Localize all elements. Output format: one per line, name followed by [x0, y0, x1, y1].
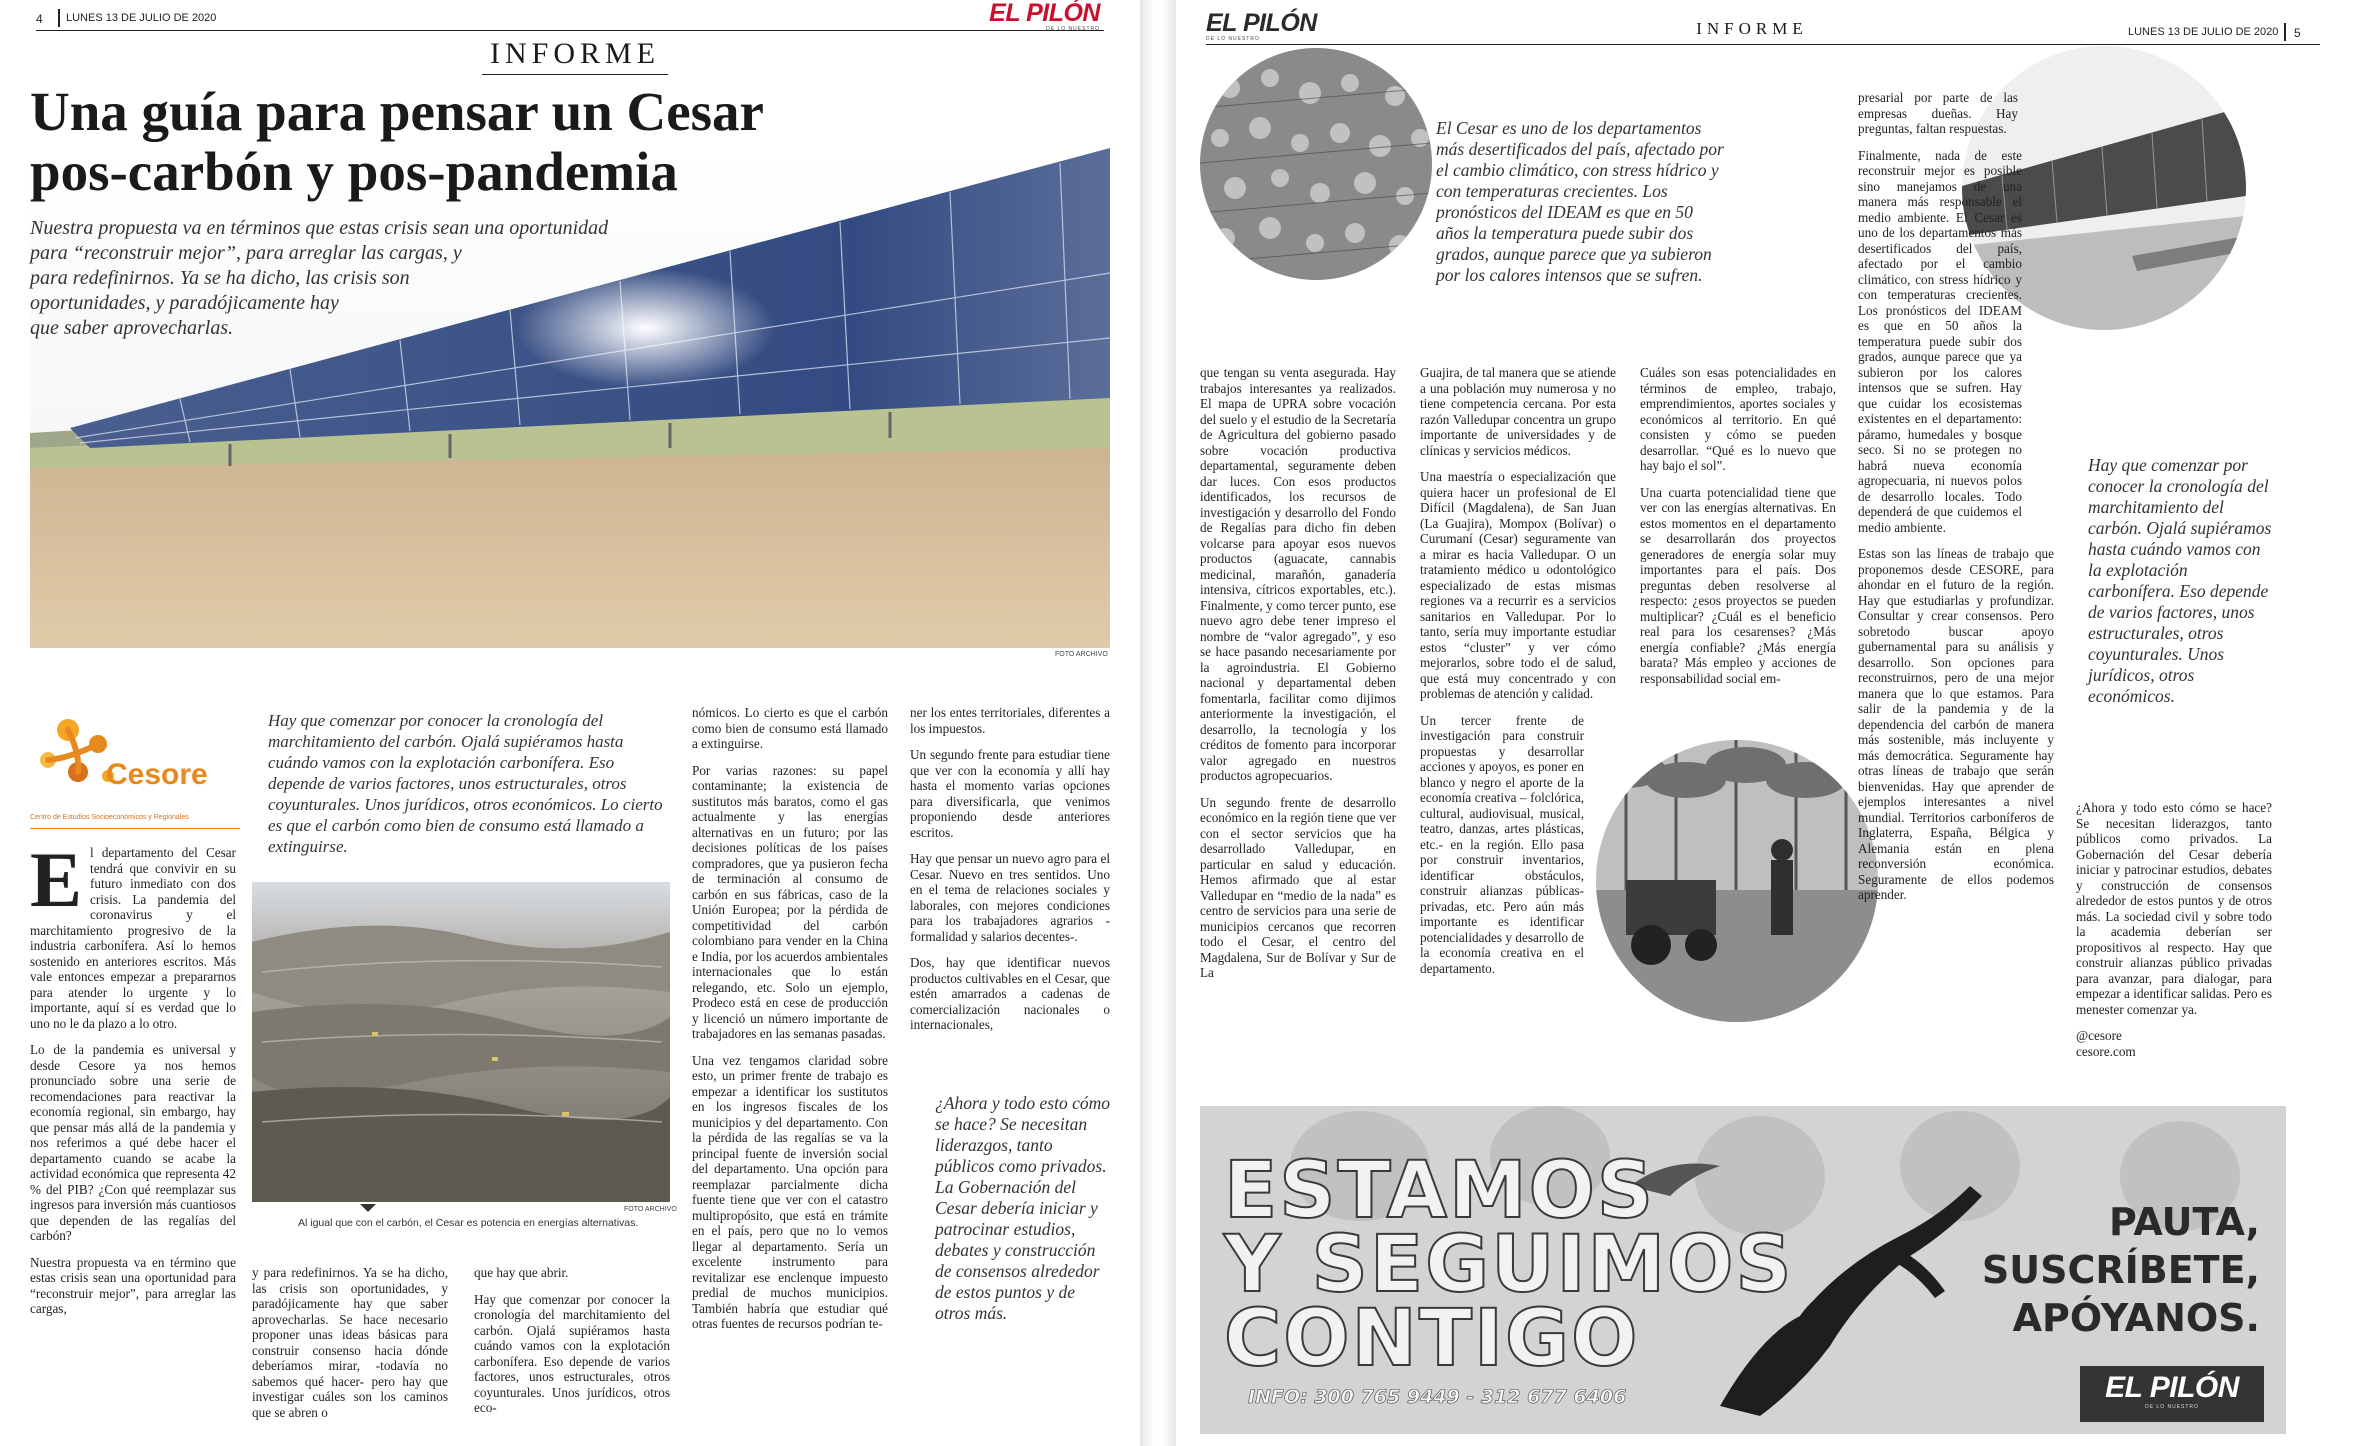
paragraph: que tengan su venta asegurada. Hay trabajos interesantes ya realizados. El mapa de UPRA sobre vocación del suelo y el estudio de la Secretaría de Agricultura del gobierno pasado sobre vocación productiva departamental, seguramente deben dar luces. Con esos productos identificados, los recursos de investigación y desarrollo del Fondo de Regalías para dicho fin deben volcarse para apoyar esos nuevos productos (aguacate, cannabis medicinal, marañón, ganadería intensiva, cítricos exportables, etc.). Finalmente, y como tercer punto, ese nuevo agro debe tener impreso el nombre de “valor agregado”, y eso se hace pasando necesariamente por la agroindustria. El Gobierno nacional y departamental deben fomentarla, facilitar como dijimos anteriormente la investigación, el desarrollo, la tecnología y los créditos de fomento para incorporar valor agregado en nuestros productos agropecuarios.: [1200, 365, 1396, 783]
coal-mine-photo: [252, 882, 670, 1202]
paragraph: Finalmente, nada de este reconstruir mejor es posible sino manejamos de una manera más responsable el medio ambiente. El Cesar es uno de los departamentos más desertificados del país, afectado por el cambio climático, con stress hídrico y con temperaturas crecientes. Los pronósticos del IDEAM es que en 50 años la temperatura puede subir dos grados, aunque parece que ya subieron por los calores intensos que se sufren. Hay que cuidar los ecosistemas existentes en el departamento: páramo, humedales y bosque seco. Si no se protegen no habrá nueva economía agropecuaria, ni nuevos polos de desarrollo locales. Todo dependerá de que cuidemos el medio ambiente.: [1858, 147, 2022, 535]
folio-divider: [2284, 23, 2286, 41]
farm-work-photo: [1596, 740, 1878, 1022]
masthead-logo: [989, 0, 1100, 32]
logo-text: EL PILÓN: [989, 0, 1100, 27]
photo-credit: FOTO ARCHIVO: [1055, 651, 1108, 658]
signature-website: cesore.com: [2076, 1043, 2136, 1059]
page-5: [1176, 0, 2356, 1446]
pull-quote: Hay que comenzar por conocer la cronología del marchitamiento del carbón. Ojalá supiéramos hasta cuándo vamos con la explotación carbonífera. Eso depende de varios factores, unos estructurales, otros coyunturales. Unos jurídicos, otros económicos. Lo cierto es que el carbón como bien de consumo está llamado a extinguirse.: [268, 711, 663, 856]
paragraph: que hay que abrir.: [474, 1265, 569, 1280]
mine-photo-credit: FOTO ARCHIVO: [624, 1206, 677, 1213]
ad-side-1: PAUTA,: [2109, 1200, 2260, 1244]
palm-field-photo: [1200, 48, 1432, 280]
body-column-4: [1858, 90, 2054, 914]
paragraph: Un tercer frente de investigación para construir propuestas y desarrollar acciones y apoyos, es poner en blanco y negro el aporte de la economía creativa – folclórica, cultural, audiovisual, musical, teatro, danzas, artes plásticas, etc.- en la región. Ello pasa por construir inventarios, identificar obstáculos, construir alianzas públicas-privadas, etc. Pero aún más importante es identificar potencialidades y desarrollo de la economía creativa en el departamento.: [1420, 712, 1584, 976]
body-column-3: [1640, 365, 1836, 697]
top-pull-quote: El Cesar es uno de los departamentos más desertificados del país, afectado por el cambio climático, con stress hídrico y con temperaturas crecientes. Los pronósticos del IDEAM es que en 50 años la temperatura puede subir dos grados, aunque parece que ya subieron por los calores intensos que se sufren.: [1436, 118, 1724, 285]
header-rule: [36, 30, 1104, 31]
body-column-1: [30, 836, 236, 1328]
deck-line: Nuestra propuesta va en términos que estas crisis sean una oportunidad: [30, 217, 609, 239]
paragraph: ¿Ahora y todo esto cómo se hace? Se necesitan liderazgos, tanto públicos como privados. La Gobernación del Cesar debería iniciar y patrocinar estudios, debates y construcción de consensos alrededor de estos puntos y de otros más. La sociedad civil y sobre todo la academia deberían ser propositivos al respecto. Hay que construir alianzas público privadas para avanzar, para dialogar, para empezar a identificar salidas. Pero es menester comenzar ya.: [2076, 800, 2272, 1017]
folio-divider: [58, 9, 60, 27]
paragraph: Por varias razones: su papel contaminante; la existencia de sustitutos más baratos, como el gas actualmente y las energías alternativas en un futuro; por las decisiones políticas de los países compradores, que ya pusieron fecha de terminación al consumo de carbón en sus fábricas, caso de la Unión Europea; por la pérdida de competitividad del carbón colombiano para vender en la China e India, por los acuerdos ambientales internacionales que lo están relegando, etc. Solo un ejemplo, Prodeco está en cese de producción y licenció un número importante de trabajadores en las semanas pasadas.: [692, 762, 888, 1041]
paragraph: Una maestría o especialización que quiera hacer un profesional de El Difícil (Magdalena), de San Juan (La Guajira), Mompox (Bolívar) o Curumaní (Cesar) seguramente van a mirar es hacia Valledupar. O un tratamiento médico u odontológico especializado de estas mismas regiones va a recurrir es a servicios sanitarios en Valledupar. Por lo tanto, sería muy importante estudiar estos “cluster” y ver cómo mejorarlos, sobre todo el de salud, que está muy concentrado y con problemas de atención y calidad.: [1420, 469, 1616, 701]
masthead-logo: [1206, 10, 1317, 42]
body-column-2: [1420, 365, 1616, 987]
cesore-tagline: Centro de Estudios Socioeconómicos y Regionales: [30, 814, 189, 821]
page-gutter: [1140, 0, 1176, 1446]
ad-logo-box: [2080, 1366, 2264, 1422]
cesore-name: Cesore: [106, 758, 208, 791]
body-column-3: [474, 1265, 670, 1427]
ad-contact-info: INFO: 300 765 9449 - 312 677 6406: [1248, 1386, 1627, 1408]
deck: [30, 216, 750, 341]
paragraph: Guajira, de tal manera que se atiende a una población muy numerosa y no tiene competencia cercana. Por esta razón Valledupar concentra un grupo importante de universidades y de clínicas y servicios médicos.: [1420, 365, 1616, 458]
paragraph: Una cuarta potencialidad tiene que ver con las energías alternativas. En estos momentos en el departamento se desarrollarán dos proyectos generadores de energía solar muy importantes para el país. Dos preguntas deben resolverse al respecto: ¿esos proyectos se pueden multiplicar? ¿Cuál es el beneficio real para los cesarenses? ¿Más energía confiable? ¿Más energía barata? Más empleo y acciones de responsabilidad social em-: [1640, 484, 1836, 686]
mine-caption: Al igual que con el carbón, el Cesar es potencia en energías alternativas.: [298, 1217, 639, 1229]
header-rule: [1206, 44, 2320, 45]
ad-headline: [1224, 1146, 1794, 1384]
section-label: INFORME: [489, 37, 660, 70]
logo-tagline: DE LO NUESTRO: [1046, 26, 1100, 32]
ad-logo-tagline: DE LO NUESTRO: [2145, 1404, 2199, 1410]
paragraph: Cuáles son esas potencialidades en términos de empleo, trabajo, emprendimientos, aportes sociales y económicos al territorio. En qué consisten y cómo se pueden desarrollar. “Qué es lo nuevo que hay bajo el sol”.: [1640, 365, 1836, 473]
column-pull-quote: ¿Ahora y todo esto cómo se hace? Se necesitan liderazgos, tanto públicos como privados. La Gobernación del Cesar debería iniciar y patrocinar estudios, debates y construcción de consensos alrededor de estos puntos y de otros más.: [935, 1093, 1110, 1323]
ad-line-1: ESTAMOS: [1224, 1146, 1656, 1236]
section-rule: [482, 74, 668, 75]
paragraph: presarial por parte de las empresas dueñas. Hay preguntas, faltan respuestas.: [1858, 90, 2018, 136]
ad-side-3: APÓYANOS.: [2012, 1296, 2260, 1340]
page-4: [0, 0, 1140, 1446]
paragraph: Dos, hay que identificar nuevos productos cultivables en el Cesar, que estén amarrados a cadenas de comercialización nacionales o internacionales,: [910, 955, 1110, 1032]
side-pull-quote: Hay que comenzar por conocer la cronología del marchitamiento del carbón. Ojalá supiéramos hasta cuándo vamos con la explotación carbonífera. Eso depende de varios factores, unos estructurales, otros coyunturales. Unos jurídicos, otros económicos.: [2088, 455, 2272, 706]
deck-line: que saber aprovecharlas.: [30, 317, 234, 339]
cesore-rule: [30, 828, 240, 829]
logo-tagline: DE LO NUESTRO: [1206, 36, 1260, 42]
paragraph: Lo de la pandemia es universal y desde Cesore ya nos hemos pronunciado sobre una serie de recomendaciones para reactivar la economía regional, sin embargo, hay que pensar más allá de la pandemia y nos referimos a qué debe hacer el departamento cuando se acabe la actividad económica que representa 42 % del PIB? ¿Con qué reemplazar sus ingresos para inversión más cuantiosos que dependen de las regalías del carbón?: [30, 1042, 236, 1243]
deck-line: para “reconstruir mejor”, para arreglar las cargas, y: [30, 242, 462, 264]
paragraph: Un segundo frente para estudiar tiene que ver con la economía y allí hay hasta el momento varias opciones para diversificarla, que venimos proponiendo desde anteriores escritos.: [910, 747, 1110, 840]
body-column-5: [910, 705, 1110, 1044]
paragraph: Una vez tengamos claridad sobre esto, un primer frente de trabajo es empezar a identificar los sustitutos en los ingresos fiscales de los municipios y del departamento. Con la pérdida de las regalías se va la principal fuente de inversión social del departamento. Una opción para reemplazar parcialmente dicha fuente tiene que ver con el catastro multipropósito, que está en trámite en el país, pero que no lo vemos llegar al departamento. Sería un excelente instrumento para revitalizar ese enclenque impuesto predial de muchos municipios. También habría que estudiar qué otras fuentes de recursos podrían te-: [692, 1052, 888, 1331]
cesore-logo: [30, 710, 250, 830]
paragraph: nómicos. Lo cierto es que el carbón como bien de consumo está llamado a extinguirse.: [692, 705, 888, 751]
headline: [30, 82, 850, 202]
paragraph: Hay que comenzar por conocer la cronología del marchitamiento del carbón. Ojalá supiéramos hasta cuándo vamos con la explotación carbonífera. Eso depende de varios factores, unos estructurales, otros coyunturales. Unos jurídicos, otros eco-: [474, 1291, 670, 1415]
signature-handle: @cesore: [2076, 1028, 2122, 1043]
page-number: 4: [36, 12, 43, 26]
ad-side-2: SUSCRÍBETE,: [1981, 1248, 2260, 1292]
ad-line-3: CONTIGO: [1224, 1294, 1640, 1384]
paragraph: Estas son las líneas de trabajo que proponemos desde CESORE, para ahondar en el futuro de la región. Hay que estudiarlas y profundizar. Consultar y crear consensos. Pero sobretodo buscar apoyo gubernamental para su análisis y desarrollo. Son opciones para reconstruirnos, pero de una mejor manera que lo que estamos. Para salir de la pandemia y de la dependencia del carbón de manera más sostenible, más incluyente y más democrática. Seguramente hay otras líneas de trabajo que serán bienvenidas. Hay que aprender de ejemplos interesantes a nivel mundial. Territorios carboníferos de Inglaterra, España, Bélgica y Alemania están en plena reconversión económica. Seguramente de ellos podemos aprender.: [1858, 546, 2054, 902]
deck-line: oportunidades, y paradójicamente hay: [30, 292, 339, 314]
paragraph: Hay que pensar un nuevo agro para el Cesar. Nuevo en tres sentidos. Uno en el tema de relaciones sociales y laborales, con mejores condiciones para los trabajadores agrarios - formalidad y salarios decentes-.: [910, 851, 1110, 944]
body-column-1: [1200, 365, 1396, 992]
paragraph: l departamento del Cesar tendrá que convivir en su futuro inmediato con dos crisis. La pandemia del coronavirus y el marchitamiento progresivo de la industria carbonífera. Así lo hemos sostenido en anteriores escritos. Más vale entonces empezar a prepararnos para atender lo urgente y lo importante, aquí sí es verdad que lo uno no le da plazo a lo otro.: [30, 845, 236, 1031]
page-date: LUNES 13 DE JULIO DE 2020: [66, 12, 217, 24]
headline-line-2: pos-carbón y pos-pandemia: [30, 141, 678, 202]
ad-call-to-action: [1982, 1198, 2260, 1342]
body-column-4: [692, 705, 888, 1343]
paragraph: y para redefinirnos. Ya se ha dicho, las crisis son oportunidades, y paradójicamente hay que saber aprovecharlas. Se hace necesario proponer unas ideas básicas para construir consenso hacia dónde deberíamos mirar, -todavía no sabemos qué hacer- pero hay que investigar cuáles son los caminos que se abren o: [252, 1265, 448, 1420]
logo-text: EL PILÓN: [1206, 9, 1317, 37]
ad-logo-text: EL PILÓN: [2105, 1371, 2239, 1404]
caption-arrow-icon: [360, 1204, 376, 1212]
ad-line-2: Y SEGUIMOS: [1224, 1220, 1794, 1310]
deck-line: para redefinirnos. Ya se ha dicho, las crisis son: [30, 267, 410, 289]
body-column-2: [252, 1265, 448, 1431]
page-date: LUNES 13 DE JULIO DE 2020: [2128, 26, 2279, 38]
body-column-5: [2076, 800, 2272, 1059]
paragraph: Nuestra propuesta va en término que estas crisis sean una oportunidad para “reconstruir mejor”, para arreglar las cargas,: [30, 1254, 236, 1316]
drop-cap: E: [30, 836, 83, 923]
section-label: INFORME: [1696, 19, 1808, 38]
paragraph: ner los entes territoriales, diferentes a los impuestos.: [910, 705, 1110, 736]
ad-banner: [1200, 1106, 2286, 1434]
paragraph: Un segundo frente de desarrollo económico en la región tiene que ver con el sector servicios que ha desarrollado Valledupar, en particular en salud y educación. Hemos afirmado que al estar Valledupar en “medio de la nada” es centro de servicios para una serie de municipios cercanos que recorren todo el Cesar, el centro del Magdalena, Sur de Bolívar y Sur de La: [1200, 794, 1396, 980]
page-number: 5: [2294, 26, 2301, 40]
headline-line-1: Una guía para pensar un Cesar: [30, 81, 764, 142]
